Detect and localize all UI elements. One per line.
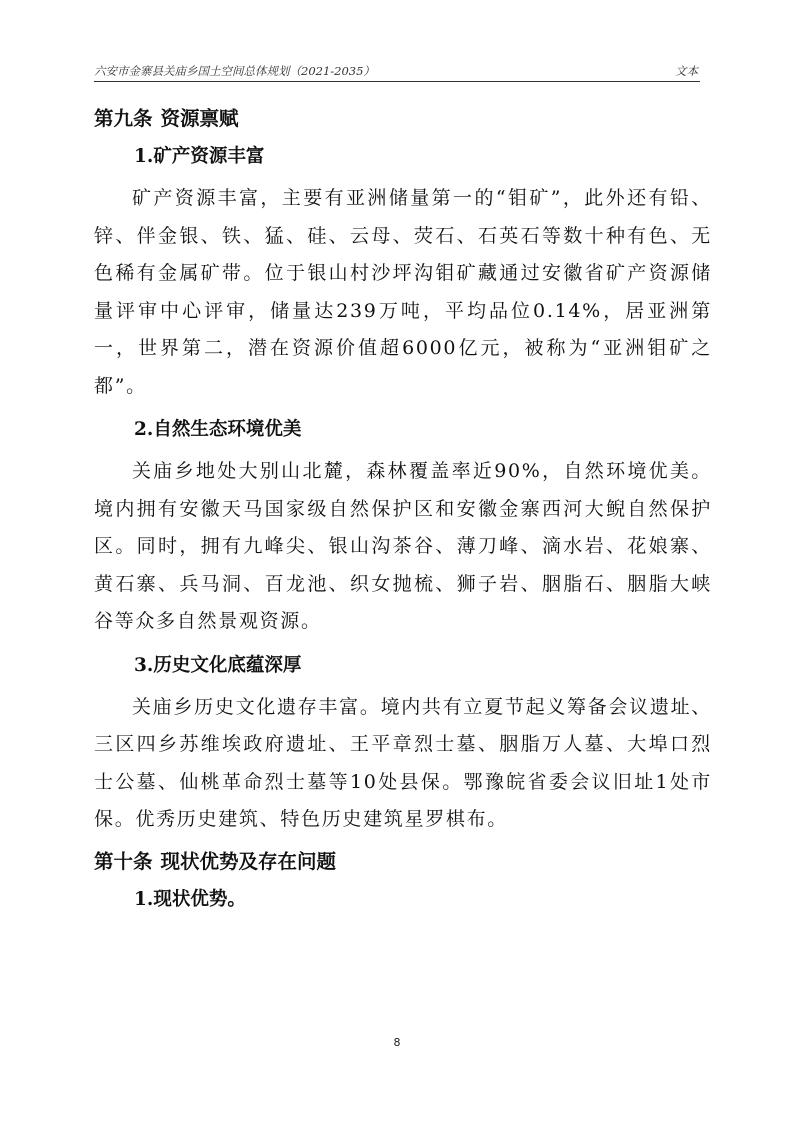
page-header bbox=[94, 61, 700, 82]
document-title: 六安市金寨县关庙乡国土空间总体规划（2021-2035） bbox=[94, 64, 375, 78]
article-10-number: 第十条 bbox=[94, 849, 153, 873]
article-10-heading bbox=[94, 849, 712, 875]
article-9-number: 第九条 bbox=[94, 107, 153, 130]
section-text-history-culture: 关庙乡历史文化遗存丰富。境内共有立夏节起义筹备会议遗址、三区四乡苏维埃政府遗址、王平章烈士墓、胭脂万人墓、大埠口烈士公墓、仙桃革命烈士墓等10处县保。鄂豫皖省委会议旧址1处市保。优秀历史建筑、特色历史建筑星罗棋布。 bbox=[94, 695, 712, 830]
section-heading-history-culture: 3.历史文化底蕴深厚 bbox=[134, 654, 302, 676]
article-9-heading bbox=[94, 106, 712, 132]
page-number: 8 bbox=[393, 1036, 401, 1049]
section-heading-mineral-resources: 1.矿产资源丰富 bbox=[134, 146, 265, 167]
article-10-title: 现状优势及存在问题 bbox=[160, 849, 337, 873]
section-heading-natural-environment: 2.自然生态环境优美 bbox=[134, 419, 302, 440]
section-text-natural-environment: 关庙乡地处大别山北麓，森林覆盖率近90%，自然环境优美。境内拥有安徽天马国家级自然保护区和安徽金寨西河大鲵自然保护区。同时，拥有九峰尖、银山沟茶谷、薄刀峰、滴水岩、花娘寨、黄石寨、兵马洞、百龙池、织女抛梳、狮子岩、胭脂石、胭脂大峡谷等众多自然景观资源。 bbox=[94, 460, 712, 632]
section-text-mineral-resources: 矿产资源丰富，主要有亚洲储量第一的“钼矿”，此外还有铅、锌、伴金银、铁、猛、硅、云母、荧石、石英石等数十种有色、无色稀有金属矿带。位于银山村沙坪沟钼矿藏通过安徽省矿产资源储量评审中心评审，储量达239万吨，平均品位0.14%，居亚洲第一，世界第二，潜在资源价值超6000亿元，被称为“亚洲钼矿之都”。 bbox=[94, 187, 712, 397]
article-9-title: 资源禀赋 bbox=[160, 107, 239, 130]
section-heading-current-advantages: 1.现状优势。 bbox=[134, 888, 246, 910]
page-body bbox=[94, 96, 712, 923]
document-type-label: 文本 bbox=[675, 64, 698, 78]
